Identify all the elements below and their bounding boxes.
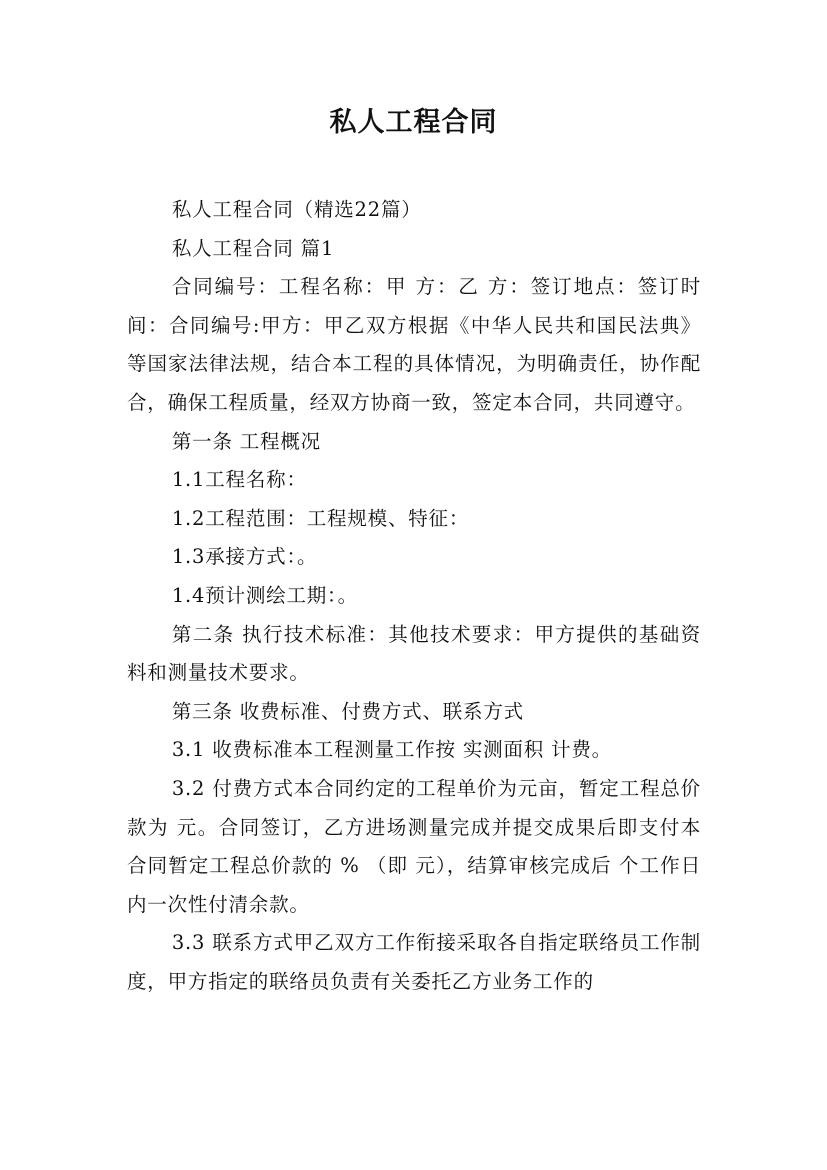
paragraph-1-4: 1.4预计测绘工期：。 — [171, 583, 358, 607]
paragraph-section-heading: 私人工程合同 篇1 — [171, 236, 335, 260]
paragraph-article-3: 第三条 收费标准、付费方式、联系方式 — [171, 699, 524, 723]
paragraph-preamble: 合同编号：工程名称：甲 方：乙 方：签订地点：签订时间：合同编号:甲方：甲乙双方根据《中华人民共和国民法典》等国家法律法规，结合本工程的具体情况，为明确责任，协作配合，确保工程质量，经双方协商一致，签定本合同，共同遵守。 — [127, 275, 701, 414]
paragraph-subtitle: 私人工程合同（精选22篇） — [171, 198, 422, 221]
document-body — [127, 191, 701, 1001]
paragraph-1-2: 1.2工程范围：工程规模、特征： — [171, 506, 470, 530]
document-title: 私人工程合同 — [329, 107, 498, 138]
paragraph-3-2: 3.2 付费方式本合同约定的工程单价为元亩，暂定工程总价款为 元。合同签订，乙方进场测量完成并提交成果后即支付本合同暂定工程总价款的 % （即 元），结算审核完成后 个工作日内一次性付清余款。 — [127, 776, 701, 916]
paragraph-1-3: 1.3承接方式：。 — [171, 545, 318, 569]
paragraph-1-1: 1.1工程名称： — [171, 468, 307, 492]
paragraph-3-3: 3.3 联系方式甲乙双方工作衔接采取各自指定联络员工作制度，甲方指定的联络员负责有关委托乙方业务工作的 — [127, 931, 701, 993]
paragraph-3-1: 3.1 收费标准本工程测量工作按 实测面积 计费。 — [171, 738, 612, 762]
paragraph-article-1: 第一条 工程概况 — [171, 429, 321, 453]
paragraph-article-2: 第二条 执行技术标准：其他技术要求：甲方提供的基础资料和测量技术要求。 — [127, 622, 701, 685]
